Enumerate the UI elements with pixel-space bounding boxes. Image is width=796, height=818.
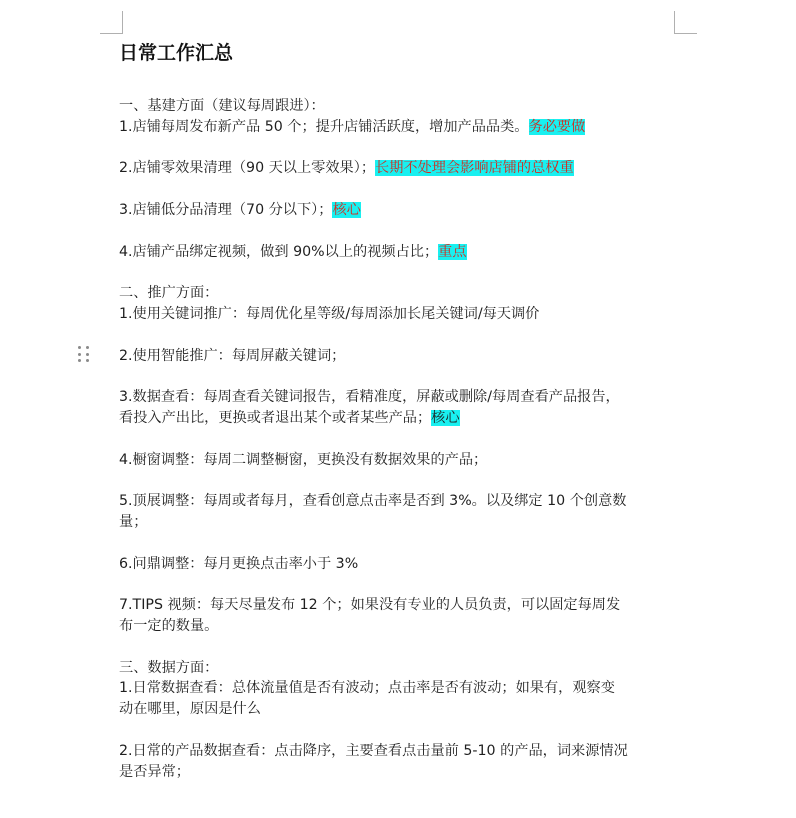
section-heading: 三、数据方面： [119,659,219,676]
list-item: 1.日常数据查看：总体流量值是否有波动；点击率是否有波动；如果有，观察变 [119,680,615,697]
list-item: 1.店铺每周发布新产品 50 个；提升店铺活跃度，增加产品品类。务必要做 [119,118,586,135]
list-item: 6.问鼎调整：每月更换点击率小于 3% [119,555,359,572]
document-body[interactable] [119,40,679,782]
margin-corner-top-left [100,11,123,34]
list-item: 3.店铺低分品清理（70 分以下）；核心 [119,201,361,218]
margin-corner-top-right [674,11,697,34]
highlight-tag: 重点 [438,243,467,260]
list-item: 4.橱窗调整：每周二调整橱窗，更换没有数据效果的产品； [119,451,488,468]
list-item: 3.数据查看：每周查看关键词报告，看精准度，屏蔽或删除/每周查看产品报告， [119,389,620,406]
list-item: 7.TIPS 视频：每天尽量发布 12 个；如果没有专业的人员负责，可以固定每周发 [119,597,621,614]
list-item: 2.店铺零效果清理（90 天以上零效果）；长期不处理会影响店铺的总权重 [119,160,574,177]
highlight-tag: 核心 [431,409,460,426]
list-item-continued: 动在哪里，原因是什么 [119,701,261,718]
section-heading: 一、基建方面（建议每周跟进）： [119,98,325,114]
drag-handle-icon[interactable] [78,346,90,364]
list-item-continued: 量； [119,513,148,530]
list-item-continued: 看投入产出比，更换或者退出某个或者某些产品；核心 [119,409,460,426]
list-item: 2.日常的产品数据查看：点击降序，主要查看点击量前 5-10 的产品，词来源情况 [119,742,628,759]
list-item-continued: 布一定的数量。 [119,617,219,634]
highlight-tag: 长期不处理会影响店铺的总权重 [375,160,574,177]
highlight-tag: 核心 [332,201,361,218]
page-title: 日常工作汇总 [119,42,234,64]
list-item-continued: 是否异常； [119,763,190,780]
list-item: 2.使用智能推广：每周屏蔽关键词； [119,347,346,364]
highlight-tag: 务必要做 [528,118,586,135]
list-item: 1.使用关键词推广：每周优化星等级/每周添加长尾关键词/每天调价 [119,305,540,322]
section-heading: 二、推广方面： [119,285,219,302]
list-item: 5.顶展调整：每周或者每月，查看创意点击率是否到 3%。以及绑定 10 个创意数 [119,493,627,510]
list-item: 4.店铺产品绑定视频，做到 90%以上的视频占比；重点 [119,243,467,260]
